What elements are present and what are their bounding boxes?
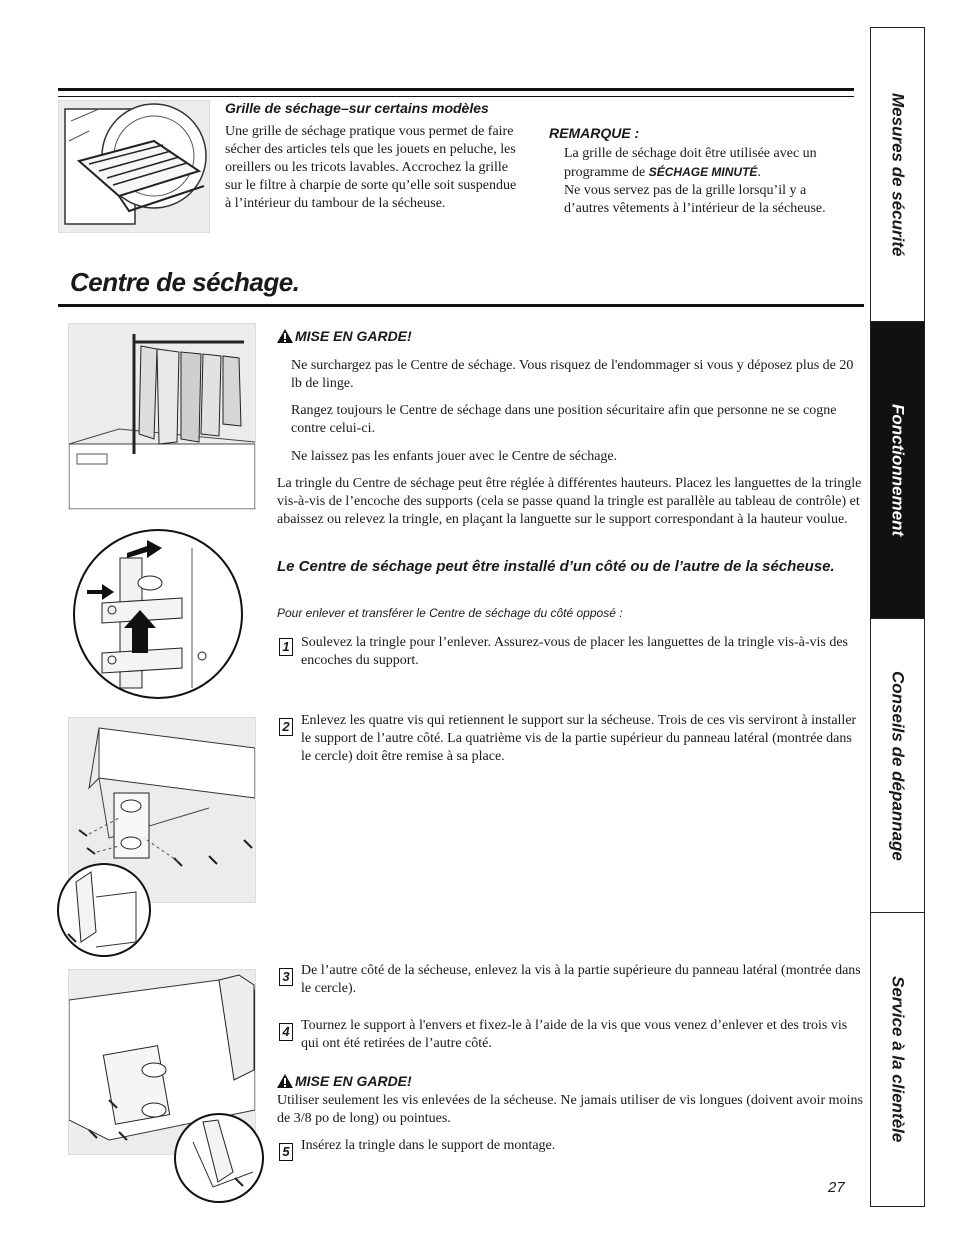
rod-adjust-circle-illustration [72,528,244,700]
tab-mesures-securite-label: Mesures de sécurité [888,92,908,257]
caution-heading-2 [277,1073,412,1089]
caution-heading-1-text: MISE EN GARDE! [295,328,412,344]
step-5-number: 5 [279,1143,293,1161]
tab-fonctionnement[interactable] [871,322,924,619]
note-heading: REMARQUE : [549,125,640,141]
top-rule-thick [58,88,854,91]
tab-fonctionnement-label: Fonctionnement [888,403,908,537]
step-1-number: 1 [279,638,293,656]
step-2-text: Enlevez les quatre vis qui retiennent le support sur la sécheuse. Trois de ces vis serviront à installer le support de l’autre côté. La quatrième vis de la partie supérieur du panneau latéral (montrée dans le cercle) doit être remise à sa place. [301,713,857,764]
warning-icon [277,1074,293,1088]
top-rule-thin [58,96,854,97]
tab-service-clientele[interactable] [871,913,924,1206]
note-line1-pre: La grille de séchage doit être utilisée avec un programme de [564,146,817,180]
caution-item-3: Ne laissez pas les enfants jouer avec le Centre de séchage. [291,449,618,464]
note-line2: Ne vous servez pas de la grille lorsqu’il y a d’autres vêtements à l’intérieur de la sécheuse. [564,183,826,216]
step-3-number: 3 [279,968,293,986]
rack-body: Une grille de séchage pratique vous permet de faire sécher des articles tels que les jouets en peluche, les oreillers ou les tricots lavables. Accrochez la grille sur le filtre à charpie de sorte qu’elle soit suspendue à l’intérieur du tambour de la sécheuse. [225,124,517,211]
inset-circle-step3 [173,1112,265,1204]
transfer-intro: Pour enlever et transférer le Centre de séchage du côté opposé : [277,606,623,620]
step-4-text: Tournez le support à l'envers et fixez-le à l’aide de la vis que vous venez d’enlever et des trois vis qui ont été retirées de l’autre côté. [301,1018,848,1051]
step-4-number: 4 [279,1023,293,1041]
tab-service-clientele-label: Service à la clientèle [888,976,908,1143]
step-3-text: De l’autre côté de la sécheuse, enlevez la vis à la partie supérieure du panneau latéral (montrée dans le cercle). [301,963,861,996]
inset-circle-step2 [56,862,152,958]
warning-icon [277,329,293,343]
step-5-text: Insérez la tringle dans le support de montage. [301,1138,556,1153]
caution-heading-2-text: MISE EN GARDE! [295,1073,412,1089]
title-rule [58,304,864,307]
page-title: Centre de séchage. [70,267,300,297]
page-number: 27 [828,1179,845,1196]
rod-paragraph: La tringle du Centre de séchage peut être réglée à différentes hauteurs. Placez les languettes de la tringle vis-à-vis de l’encoche des supports (cela se passe quand la tringle est parallèle au tableau de contrôle) et abaissez ou relevez la tringle, en plaçant la languette sur le support correspondant à la hauteur voulue. [277,476,862,527]
rack-heading: Grille de séchage–sur certains modèles [225,100,489,116]
note-line1-post: . [757,165,761,180]
caution-heading-1 [277,328,412,344]
tab-conseils-depannage-label: Conseils de dépannage [888,670,908,861]
drying-center-clothes-illustration [68,323,256,510]
section-sidebar [870,27,925,1207]
tab-conseils-depannage[interactable] [871,619,924,913]
note-body [564,145,854,218]
caution-item-2: Rangez toujours le Centre de séchage dans une position sécuritaire afin que personne ne se cogne contre celui-ci. [291,403,837,436]
install-heading: Le Centre de séchage peut être installé d’un côté ou de l’autre de la sécheuse. [277,558,835,575]
caution-item-1: Ne surchargez pas le Centre de séchage. Vous risquez de l'endommager si vous y déposez plus de 20 lb de linge. [291,358,854,391]
tab-mesures-securite[interactable] [871,28,924,322]
note-line1-bold: SÉCHAGE MINUTÉ [648,165,758,179]
step-2-number: 2 [279,718,293,736]
caution-2-text: Utiliser seulement les vis enlevées de la sécheuse. Ne jamais utiliser de vis longues (doivent avoir moins de 3/8 po de long) ou pointues. [277,1093,863,1126]
step-1-text: Soulevez la tringle pour l’enlever. Assurez-vous de placer les languettes de la tringle vis-à-vis des encoches du support. [301,635,848,668]
drying-rack-illustration [58,100,210,233]
